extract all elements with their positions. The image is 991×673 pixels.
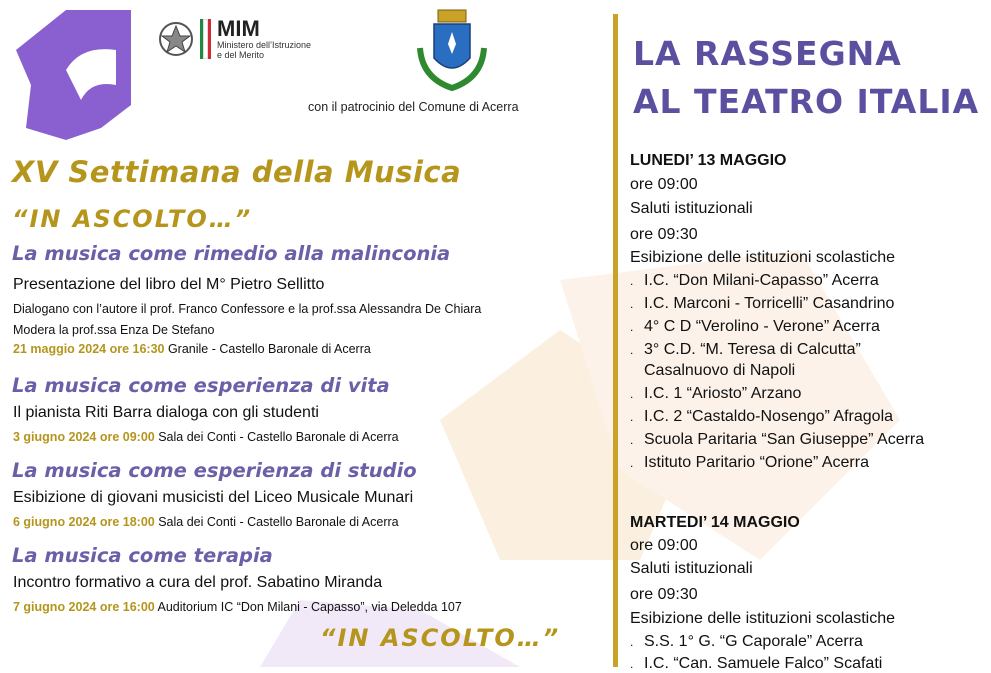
section-subtitle-2: Il pianista Riti Barra dialoga con gli studenti <box>13 404 319 421</box>
day-1-time-1: ore 09:00 <box>630 176 698 193</box>
list-item: . I.C. Marconi - Torricelli” Casandrino <box>630 295 895 312</box>
list-item: . Istituto Paritario “Orione” Acerra <box>630 454 869 471</box>
day-1-esibizione: Esibizione delle istituzioni scolastiche <box>630 249 896 266</box>
section-datetime-3 <box>13 515 399 529</box>
event-title: XV Settimana della Musica <box>12 155 462 189</box>
section-heading-4: La musica come terapia <box>12 544 273 567</box>
column-divider <box>613 14 618 667</box>
italian-flag-icon <box>200 19 211 59</box>
section-datetime-2 <box>13 430 399 444</box>
list-item: . Scuola Paritaria “San Giuseppe” Acerra <box>630 431 925 448</box>
rassegna-title-1: LA RASSEGNA <box>633 34 902 73</box>
section-date-3: 6 giugno 2024 ore 18:00 <box>13 515 155 529</box>
list-item: . I.C. 1 “Ariosto” Arzano <box>630 385 802 402</box>
mim-subtitle-2: e del Merito <box>217 50 265 60</box>
mim-subtitle-1: Ministero dell’Istruzione <box>217 40 312 50</box>
ascolto-heading-bottom: “IN ASCOLTO…” <box>320 624 561 652</box>
section-heading-3: La musica come esperienza di studio <box>12 459 417 482</box>
section-date-2: 3 giugno 2024 ore 09:00 <box>13 430 155 444</box>
section-detail-1b: Modera la prof.ssa Enza De Stefano <box>13 323 215 337</box>
acerra-crest-icon <box>414 8 490 96</box>
day-2-time-2: ore 09:30 <box>630 586 698 603</box>
mim-logo <box>158 18 311 60</box>
italian-emblem-icon <box>158 20 194 58</box>
section-subtitle-3: Esibizione di giovani musicisti del Liceo Musicale Munari <box>13 489 414 506</box>
day-2-label: MARTEDI’ 14 MAGGIO <box>630 514 800 531</box>
list-item: . I.C. “Can. Samuele Falco” Scafati <box>630 655 883 672</box>
section-datetime-1 <box>13 342 371 356</box>
section-date-1: 21 maggio 2024 ore 16:30 <box>13 342 165 356</box>
section-place-2: Sala dei Conti - Castello Baronale di Acerra <box>154 430 399 444</box>
list-item: . 3° C.D. “M. Teresa di Calcutta” <box>630 341 861 358</box>
section-place-3: Sala dei Conti - Castello Baronale di Acerra <box>154 515 399 529</box>
day-2-time-1: ore 09:00 <box>630 537 698 554</box>
section-datetime-4 <box>13 600 462 614</box>
patrocinio-text: con il patrocinio del Comune di Acerra <box>308 100 519 114</box>
section-detail-1a: Dialogano con l’autore il prof. Franco Confessore e la prof.ssa Alessandra De Chiara <box>13 302 482 316</box>
section-heading-1: La musica come rimedio alla malinconia <box>12 242 451 265</box>
list-item-continuation: Casalnuovo di Napoli <box>644 362 796 379</box>
section-subtitle-4: Incontro formativo a cura del prof. Sabatino Miranda <box>13 574 383 591</box>
purple-logo-icon <box>6 10 138 140</box>
section-date-4: 7 giugno 2024 ore 16:00 <box>13 600 155 614</box>
section-place-1: Granile - Castello Baronale di Acerra <box>164 342 371 356</box>
section-subtitle-1: Presentazione del libro del M° Pietro Sellitto <box>13 276 325 293</box>
day-1-time-2: ore 09:30 <box>630 226 698 243</box>
day-2-esibizione: Esibizione delle istituzioni scolastiche <box>630 610 896 627</box>
section-place-4: Auditorium IC “Don Milani - Capasso”, via Deledda 107 <box>154 600 462 614</box>
list-item: . 4° C D “Verolino - Verone” Acerra <box>630 318 880 335</box>
list-item: . I.C. 2 “Castaldo-Nosengo” Afragola <box>630 408 894 425</box>
list-item: . S.S. 1° G. “G Caporale” Acerra <box>630 633 863 650</box>
mim-title: MIM <box>217 16 260 41</box>
day-1-label: LUNEDI’ 13 MAGGIO <box>630 152 787 169</box>
ascolto-heading: “IN ASCOLTO…” <box>12 205 253 233</box>
rassegna-title-2: AL TEATRO ITALIA <box>633 82 980 121</box>
day-2-saluti: Saluti istituzionali <box>630 560 753 577</box>
list-item: . I.C. “Don Milani-Capasso” Acerra <box>630 272 879 289</box>
section-heading-2: La musica come esperienza di vita <box>12 374 390 397</box>
day-1-saluti: Saluti istituzionali <box>630 200 753 217</box>
